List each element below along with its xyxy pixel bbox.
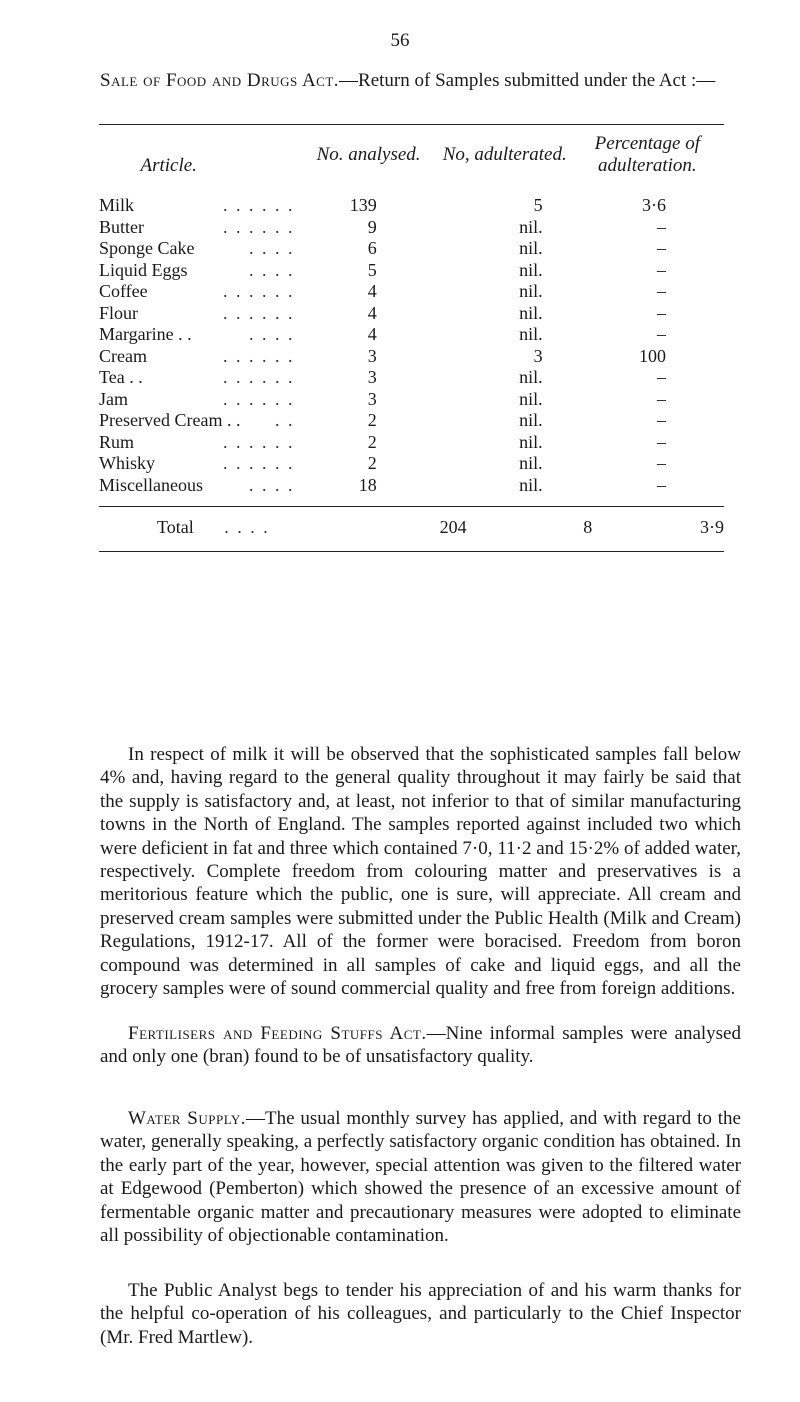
article-name: Tea . . [99, 367, 143, 387]
adulterated-cell: nil. [519, 388, 543, 409]
leader-dots: . . [274, 410, 295, 430]
table-body [99, 181, 724, 506]
percentage-cell: – [657, 281, 666, 301]
total-adulterated: 8 [583, 517, 593, 537]
adulterated-cell: nil. [519, 474, 543, 495]
analysed-cell: 3 [367, 345, 377, 366]
article-cell [99, 453, 298, 475]
leader-dots: . . . . . . [222, 453, 295, 473]
leader-dots: . . . . . . [222, 302, 295, 323]
fertilisers-paragraph-text [100, 1022, 741, 1069]
article-cell [99, 260, 298, 282]
leader-dots: . . . . [248, 238, 295, 258]
article-cell [99, 181, 298, 217]
article-cell [99, 410, 298, 432]
leader-dots: . . . . [248, 259, 295, 280]
article-name: Butter [99, 216, 144, 237]
analysed-cell: 4 [367, 281, 377, 301]
analysed-cell: 2 [367, 453, 377, 473]
percentage-cell: – [657, 324, 666, 344]
adulterated-cell: nil. [519, 259, 543, 280]
article-cell [99, 367, 298, 389]
total-label: Total [157, 517, 194, 537]
table-row [99, 367, 724, 389]
article-cell [99, 389, 298, 411]
adulterated-cell: 3 [533, 345, 543, 366]
table-row [99, 281, 724, 303]
total-analysed: 204 [439, 517, 467, 537]
samples-table-wrapper [99, 124, 724, 552]
adulterated-cell: nil. [519, 324, 543, 344]
table-row [99, 238, 724, 260]
milk-paragraph [100, 743, 741, 1000]
water-supply-paragraph [100, 1107, 741, 1247]
percentage-cell: – [657, 410, 666, 430]
percentage-cell: – [657, 453, 666, 473]
percentage-cell: – [657, 388, 666, 409]
article-name: Miscellaneous [99, 474, 203, 495]
adulterated-cell: nil. [519, 216, 543, 237]
table-row [99, 260, 724, 282]
analysed-cell: 2 [367, 431, 377, 452]
leader-dots: . . . . . . [222, 388, 295, 409]
percentage-cell: – [657, 474, 666, 495]
percentage-cell: – [657, 302, 666, 323]
leader-dots: . . . . . . [222, 345, 295, 366]
header-percentage: Percentage of adulteration. [594, 133, 700, 176]
adulterated-cell: nil. [519, 410, 543, 430]
article-cell [99, 303, 298, 325]
article-name: Sponge Cake [99, 238, 195, 258]
thanks-paragraph [100, 1279, 741, 1349]
article-name: Flour [99, 302, 139, 323]
table-row [99, 324, 724, 346]
article-cell [99, 281, 298, 303]
analysed-cell: 3 [367, 388, 377, 409]
percentage-cell: 3·6 [642, 195, 666, 215]
article-name: Cream [99, 345, 147, 366]
leader-dots: . . . . . . [222, 195, 295, 215]
leader-dots: . . . . [248, 474, 295, 495]
adulterated-cell: nil. [519, 281, 543, 301]
table-row [99, 217, 724, 239]
percentage-cell: – [657, 259, 666, 280]
fertilisers-heading: Fertilisers and Feeding Stuffs Act. [128, 1023, 427, 1044]
article-name: Liquid Eggs [99, 259, 188, 280]
table-row [99, 475, 724, 507]
leader-dots: . . . . . . [222, 281, 295, 301]
water-supply-heading: Water Supply. [128, 1108, 246, 1129]
article-cell [99, 346, 298, 368]
total-percentage: 3·9 [700, 517, 724, 537]
table-row [99, 181, 724, 217]
adulterated-cell: nil. [519, 238, 543, 258]
header-analysed: No. analysed. [316, 144, 421, 165]
adulterated-cell: nil. [519, 431, 543, 452]
total-label-cell [99, 507, 352, 551]
intro-text: —Return of Samples submitted under the Act :— [339, 70, 716, 91]
water-supply-text: —The usual monthly survey has applied, and with regard to the water, generally speaking, a perfectly satisfactory organic condition has obtained. In the early part of the year, however, special attention was given to the filtered water at Edgewood (Pemberton) which showed the presence of an excessive amount of fermentable organic matter and precautionary measures were adopted to eliminate all possibility of objectionable contamination. [100, 1108, 741, 1247]
adulterated-cell: nil. [519, 302, 543, 323]
page-number: 56 [390, 30, 410, 51]
analysed-cell: 3 [367, 367, 377, 387]
table-bottom-rule [99, 551, 724, 552]
article-cell [99, 217, 298, 239]
intro-heading [100, 68, 740, 93]
article-cell [99, 432, 298, 454]
adulterated-cell: nil. [519, 453, 543, 473]
analysed-cell: 4 [367, 324, 377, 344]
article-name: Margarine . . [99, 324, 192, 344]
article-cell [99, 238, 298, 260]
article-cell [99, 475, 298, 507]
article-cell [99, 324, 298, 346]
percentage-cell: – [657, 367, 666, 387]
percentage-cell: 100 [639, 345, 666, 366]
article-name: Preserved Cream . . [99, 410, 241, 430]
percentage-cell: – [657, 216, 666, 237]
total-dots: . . . . [224, 517, 270, 537]
thanks-paragraph-text: The Public Analyst begs to tender his appreciation of and his warm thanks for the helpful co-operation of his colleagues, and particularly to the Chief Inspector (Mr. Fred Martlew). [100, 1280, 741, 1348]
header-adulterated: No, adulterated. [442, 144, 567, 165]
total-row [99, 507, 724, 551]
header-article: Article. [140, 155, 197, 176]
table-row [99, 453, 724, 475]
leader-dots: . . . . [248, 324, 295, 344]
analysed-cell: 6 [367, 238, 377, 258]
water-supply-paragraph-text [100, 1107, 741, 1247]
article-name: Whisky [99, 453, 155, 473]
percentage-cell: – [657, 238, 666, 258]
table-row [99, 303, 724, 325]
fertilisers-text: —Nine informal samples were analysed and only one (bran) found to be of unsatisfactory quality. [100, 1023, 741, 1068]
article-name: Rum [99, 431, 135, 452]
analysed-cell: 139 [349, 195, 377, 215]
analysed-cell: 5 [367, 259, 377, 280]
table-row [99, 410, 724, 432]
act-title: Sale of Food and Drugs Act. [100, 70, 340, 91]
fertilisers-paragraph [100, 1022, 741, 1069]
leader-dots: . . . . . . [222, 216, 295, 237]
analysed-cell: 9 [367, 216, 377, 237]
article-name: Jam [99, 388, 128, 409]
milk-paragraph-text: In respect of milk it will be observed that the sophisticated samples fall below 4% and, having regard to the general quality throughout it may fairly be said that the supply is satisfactory and, at least, not inferior to that of similar manufacturing towns in the North of England. The samples reported against included two which were deficient in fat and three which contained 7·0, 11·2 and 15·2% of added water, respectively. Complete freedom from colouring matter and preservatives is a meritorious feature which the public, one is sure, will appreciate. All cream and preserved cream samples were submitted under the Public Health (Milk and Cream) Regulations, 1912-17. All of the former were boracised. Freedom from boron compound was determined in all samples of cake and liquid eggs, and all the grocery samples were of sound commercial quality and free from foreign additions. [100, 744, 741, 1000]
leader-dots: . . . . . . [222, 367, 295, 387]
table-row [99, 389, 724, 411]
samples-table [99, 125, 724, 506]
article-name: Coffee [99, 281, 148, 301]
analysed-cell: 4 [367, 302, 377, 323]
adulterated-cell: nil. [519, 367, 543, 387]
analysed-cell: 18 [358, 474, 377, 495]
adulterated-cell: 5 [533, 195, 543, 215]
table-header-row [99, 125, 724, 181]
leader-dots: . . . . . . [222, 431, 295, 452]
percentage-cell: – [657, 431, 666, 452]
table-row [99, 432, 724, 454]
table-row [99, 346, 724, 368]
article-name: Milk [99, 195, 135, 215]
analysed-cell: 2 [367, 410, 377, 430]
total-table [99, 507, 724, 551]
